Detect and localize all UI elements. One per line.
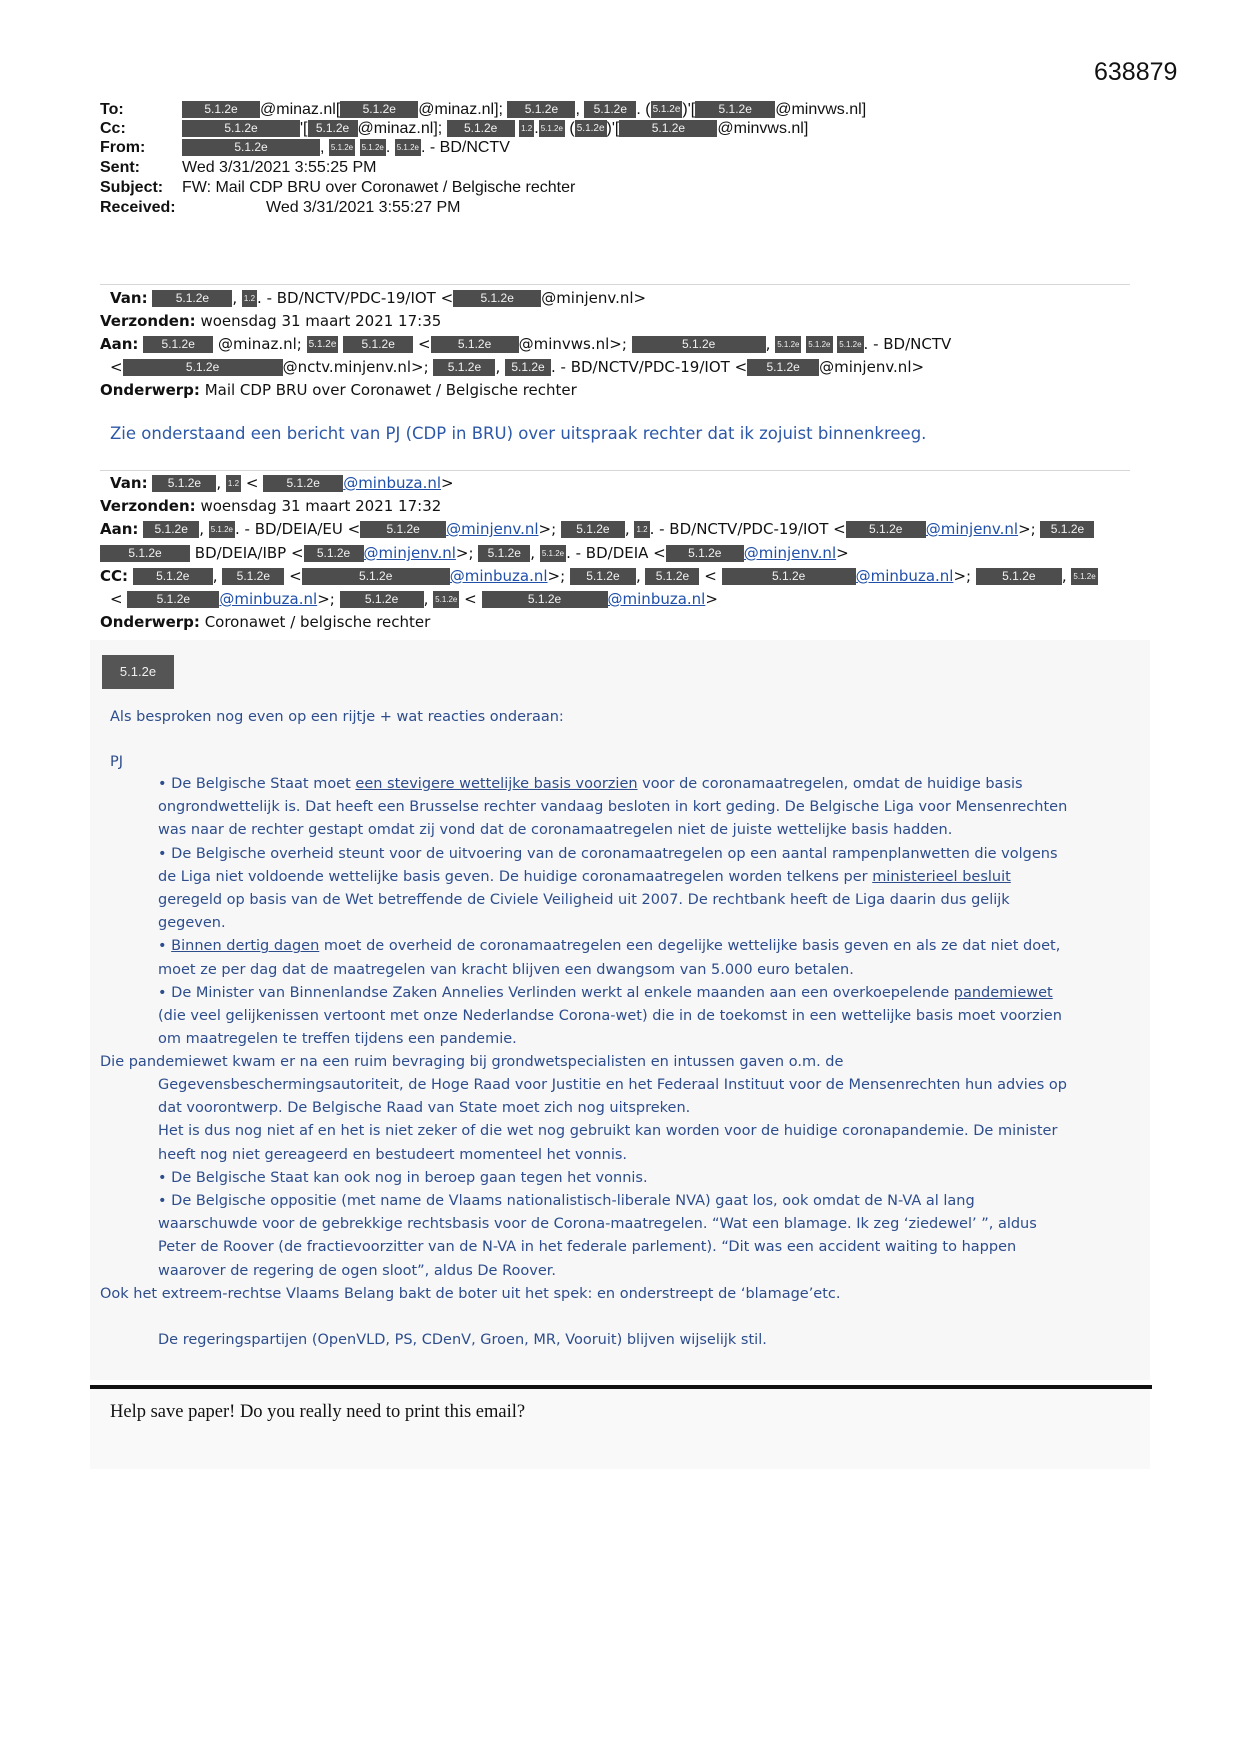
- redaction: 5.1.2e: [561, 521, 625, 538]
- email-link[interactable]: @minjenv.nl: [363, 544, 456, 562]
- redaction: 5.1.2e: [775, 336, 801, 353]
- redaction: 5.1.2e: [143, 336, 213, 353]
- redaction: 5.1.2e: [302, 568, 450, 585]
- aan-text: <: [418, 335, 431, 353]
- redaction: 5.1.2e: [182, 101, 260, 118]
- text-line: heeft nog niet gereageerd en bestudeert momenteel het vonnis.: [158, 1146, 628, 1163]
- to-text: @minvws.nl]: [775, 101, 867, 118]
- bullet-6: • De Belgische Staat kan ook nog in beroep gaan tegen het vonnis.: [158, 1169, 648, 1186]
- message-paragraphs-2: [158, 1074, 1148, 1283]
- bullet-2: • De Belgische overheid steunt voor de uitvoering van de coronamaatregelen op een aantal rampenplanwetten die volgens: [158, 845, 1058, 862]
- redaction: 5.1.2e: [695, 101, 775, 118]
- aan-label: Aan:: [100, 520, 139, 538]
- text-line: geregeld op basis van de Wet betreffende de Civiele Veiligheid uit 2007. De rechtbank heeft de Liga daarin dus gelijk: [158, 892, 1010, 909]
- redaction: 5.1.2e: [182, 139, 320, 156]
- van-label: Van:: [110, 474, 148, 492]
- footer-notice: Help save paper! Do you really need to print this email?: [110, 1402, 526, 1422]
- onderwerp-label: Onderwerp:: [100, 381, 200, 399]
- redaction: 5.1.2e: [539, 120, 565, 137]
- cc-text: <: [464, 590, 477, 608]
- email-link[interactable]: @minbuza.nl: [855, 567, 954, 585]
- received-value: Wed 3/31/2021 3:55:27 PM: [266, 199, 461, 216]
- redaction: 5.1.2e: [431, 336, 519, 353]
- redaction: 5.1.2e: [505, 359, 551, 376]
- redaction: 5.1.2e: [976, 568, 1062, 585]
- opening-line: Als besproken nog even op een rijtje + wat reacties onderaan:: [110, 709, 564, 725]
- aan-text: >;: [455, 544, 474, 562]
- forward-note: Zie onderstaand een bericht van PJ (CDP in BRU) over uitspraak rechter dat ik zojuist binnenkreeg.: [110, 424, 927, 443]
- msg2-cc-row: CC: 5.1.2e , 5.1.2e < 5.1.2e @minbuza.nl>; 5.1.2e , 5.1.2e < 5.1.2e @minbuza.nl>; 5.1.2e , 5.1.2e: [100, 567, 1096, 585]
- underlined-phrase: een stevigere wettelijke basis voorzien: [355, 776, 638, 792]
- redaction: 5.1.2e: [123, 359, 283, 376]
- msg2-onderwerp-row: [100, 613, 430, 631]
- van-text: >: [441, 474, 454, 492]
- cc-text: '[: [300, 120, 308, 137]
- aan-text: >;: [538, 520, 557, 538]
- aan-text: >: [836, 544, 849, 562]
- signature-initials: PJ: [110, 754, 124, 770]
- aan-text: . - BD/NCTV: [863, 335, 952, 353]
- redaction: 5.1.2e: [127, 591, 219, 608]
- aan-text: @minaz.nl;: [217, 335, 302, 353]
- aan-text: >;: [1018, 520, 1036, 538]
- aan-label: Aan:: [100, 335, 139, 353]
- text-line: Gegevensbeschermingsautoriteit, de Hoge Raad voor Justitie en het Federaal Instituut voor de Mensenrechten hun advies op: [158, 1077, 1067, 1093]
- msg2-cc-row-2: < 5.1.2e @minbuza.nl>; 5.1.2e , 5.1.2e < 5.1.2e @minbuza.nl>: [110, 590, 718, 608]
- redaction: 5.1.2e: [152, 290, 232, 307]
- redaction: 5.1.2e: [209, 521, 235, 538]
- header-from-row: From: 5.1.2e , 5.1.2e 5.1.2e . 5.1.2e . - BD/NCTV: [100, 139, 510, 156]
- text-line: Het is dus nog niet af en het is niet zeker of die wet nog gebruikt kan worden voor de huidige coronapandemie. De minister: [158, 1123, 1058, 1140]
- sent-label: Sent:: [100, 159, 140, 176]
- verzonden-label: Verzonden:: [100, 497, 196, 515]
- redaction: 1.2: [226, 475, 241, 492]
- email-link[interactable]: @minbuza.nl: [607, 590, 706, 608]
- paragraph-pandemiewet: Die pandemiewet kwam er na een ruim bevraging bij grondwetspecialisten en intussen gaven o.m. de: [100, 1054, 844, 1070]
- redaction: 5.1.2e: [182, 120, 300, 137]
- onderwerp-label: Onderwerp:: [100, 613, 200, 631]
- cc-text: <: [110, 590, 123, 608]
- verzonden-value: woensdag 31 maart 2021 17:35: [200, 312, 442, 330]
- text-line: was naar de rechter gestapt omdat zij vond dat de coronamaatregelen niet de juiste wettelijke basis hadden.: [158, 822, 953, 839]
- cc-text: >;: [953, 567, 972, 585]
- paragraph-vlaams-belang: Ook het extreem-rechtse Vlaams Belang bakt de boter uit het spek: en onderstreept de ‘blamage’etc.: [100, 1286, 841, 1302]
- aan-text: BD/DEIA/IBP <: [194, 544, 304, 562]
- sent-value: Wed 3/31/2021 3:55:25 PM: [182, 159, 377, 176]
- msg2-van-row: Van: 5.1.2e , 1.2 < 5.1.2e @minbuza.nl>: [110, 474, 454, 492]
- text-line: ongrondwettelijk is. Dat heeft een Brusselse rechter vandaag besloten in kort geding. De Belgische Liga voor Mensenrechten: [158, 799, 1068, 816]
- aan-text: . - BD/DEIA <: [566, 544, 666, 562]
- aan-text: @minvws.nl>;: [518, 335, 627, 353]
- onderwerp-value: Mail CDP BRU over Coronawet / Belgische rechter: [204, 381, 577, 399]
- cc-label: CC:: [100, 567, 129, 585]
- cc-text: >: [705, 590, 718, 608]
- redaction: 5.1.2e: [340, 101, 418, 118]
- message-paragraphs: [158, 773, 1148, 1051]
- document-number: 638879: [1094, 58, 1178, 86]
- to-text: .: [636, 101, 641, 118]
- van-text: <: [245, 474, 259, 492]
- redaction: 5.1.2e: [666, 545, 744, 562]
- redaction: 5.1.2e: [846, 521, 926, 538]
- paragraph-regeringspartijen: De regeringspartijen (OpenVLD, PS, CDenV, Groen, MR, Vooruit) blijven wijselijk stil.: [158, 1332, 767, 1348]
- separator: [100, 284, 1130, 285]
- bullet-4: • De Minister van Binnenlandse Zaken Annelies Verlinden werkt al enkele maanden aan een overkoepelende pandemiewet: [158, 984, 1053, 1001]
- redaction: 5.1.2e: [133, 568, 213, 585]
- text-line: (die veel gelijkenissen vertoont met onze Nederlandse Corona-wet) die in de toekomst in een wettelijke basis moet voorzien: [158, 1008, 1062, 1025]
- received-label: Received:: [100, 199, 176, 216]
- redaction: 5.1.2e: [478, 545, 530, 562]
- redaction: 5.1.2e: [747, 359, 819, 376]
- bullet-7: • De Belgische oppositie (met name de Vlaams nationalistisch-liberale NVA) gaat los, ook omdat de N-VA al lang: [158, 1193, 975, 1210]
- redaction: 1.2: [634, 521, 649, 538]
- cc-text: <: [289, 567, 302, 585]
- redaction: 5.1.2e: [143, 521, 199, 538]
- redaction: 5.1.2e: [447, 120, 515, 137]
- text-line: moet ze per dag dat de maatregelen van kracht blijven een dwangsom van 5.000 euro betalen.: [158, 961, 854, 978]
- cc-text: >;: [317, 590, 335, 608]
- redaction: 5.1.2e: [360, 139, 386, 156]
- cc-text: >;: [547, 567, 566, 585]
- onderwerp-value: Coronawet / belgische rechter: [204, 613, 431, 631]
- msg1-onderwerp-row: [100, 381, 577, 399]
- greeting-redaction: 5.1.2e: [102, 655, 174, 689]
- msg2-verzonden-row: [100, 497, 441, 515]
- header-received-row: [100, 199, 461, 217]
- redaction: 5.1.2e: [433, 591, 459, 608]
- redaction: 5.1.2e: [507, 101, 575, 118]
- redaction: 5.1.2e: [340, 591, 424, 608]
- text-line: waarschuwde voor de gebrekkige rechtsbasis voor de Corona-maatregelen. “Wat een blamage. Ik zeg ‘ziedewel’ ”, aldus: [158, 1216, 1037, 1233]
- redaction: 5.1.2e: [722, 568, 856, 585]
- van-text: . - BD/NCTV/PDC-19/IOT <: [257, 289, 454, 307]
- redaction: 5.1.2e: [308, 120, 358, 137]
- cc-text: @minvws.nl]: [717, 120, 809, 137]
- van-label: Van:: [110, 289, 148, 307]
- redaction: 1.2: [519, 120, 534, 137]
- separator: [100, 470, 1130, 471]
- bullet-3: • Binnen dertig dagen moet de overheid de coronamaatregelen een degelijke wettelijke basis geven en als ze dat niet doet,: [158, 938, 1061, 955]
- redaction: 5.1.2e: [651, 101, 683, 118]
- text-line: om maatregelen te treffen tijdens een pandemie.: [158, 1031, 517, 1048]
- redaction: 5.1.2e: [806, 336, 832, 353]
- redaction: 5.1.2e: [222, 568, 284, 585]
- to-text: @minaz.nl];: [418, 101, 503, 118]
- text-line: Peter de Roover (de fractievoorzitter van de N-VA in het federale parlement). “Dit was een accident waiting to happen: [158, 1239, 1017, 1256]
- verzonden-label: Verzonden:: [100, 312, 196, 330]
- underlined-phrase: ministerieel besluit: [872, 868, 1011, 885]
- msg1-aan-row-2: < 5.1.2e @nctv.minjenv.nl>; 5.1.2e , 5.1.2e . - BD/NCTV/PDC-19/IOT < 5.1.2e @minjenv.nl>: [110, 358, 925, 376]
- verzonden-value: woensdag 31 maart 2021 17:32: [200, 497, 442, 515]
- msg2-aan-row-2: 5.1.2e BD/DEIA/IBP < 5.1.2e @minjenv.nl>; 5.1.2e , 5.1.2e . - BD/DEIA < 5.1.2e @minjenv.nl>: [100, 544, 849, 562]
- email-link[interactable]: @minbuza.nl: [449, 567, 548, 585]
- redaction: 5.1.2e: [619, 120, 717, 137]
- email-link[interactable]: @minbuza.nl: [343, 474, 442, 492]
- redaction: 1.2: [242, 290, 257, 307]
- redaction: 5.1.2e: [632, 336, 766, 353]
- redaction: 5.1.2e: [329, 139, 355, 156]
- redaction: 5.1.2e: [1040, 521, 1094, 538]
- cc-text: @minaz.nl];: [357, 120, 443, 137]
- subject-value: FW: Mail CDP BRU over Coronawet / Belgische rechter: [182, 179, 576, 196]
- msg1-verzonden-row: [100, 312, 441, 330]
- text-line: waarover de regering de ogen sloot”, aldus De Roover.: [158, 1262, 556, 1279]
- text-line: de Liga niet voldoende wettelijke basis geven. De huidige coronamaatregelen worden telkens per ministerieel besluit: [158, 868, 1011, 885]
- text-line: gegeven.: [158, 915, 226, 932]
- aan-text: @minjenv.nl>: [819, 358, 925, 376]
- aan-text: @nctv.minjenv.nl>;: [282, 358, 429, 376]
- msg2-aan-row: Aan: 5.1.2e , 5.1.2e . - BD/DEIA/EU < 5.1.2e @minjenv.nl>; 5.1.2e , 1.2 . - BD/NCTV/PDC-19/IOT < 5.1.2e @minjenv.nl>; 5.1.2e: [100, 520, 1094, 538]
- cc-text: <: [704, 567, 717, 585]
- redaction: 5.1.2e: [837, 336, 863, 353]
- from-label: From:: [100, 139, 146, 156]
- to-text: )'[: [682, 101, 696, 118]
- redaction: 5.1.2e: [343, 336, 413, 353]
- email-link[interactable]: @minjenv.nl: [743, 544, 837, 562]
- footer-background: [90, 1389, 1150, 1469]
- aan-text: . - BD/DEIA/EU <: [235, 520, 361, 538]
- header-to-row: To: 5.1.2e @minaz.nl[ 5.1.2e @minaz.nl]; 5.1.2e , 5.1.2e . ( 5.1.2e )'[ 5.1.2e @minvws.nl]: [100, 101, 867, 118]
- redaction: 5.1.2e: [570, 568, 636, 585]
- email-link[interactable]: @minjenv.nl: [446, 520, 539, 538]
- redaction: 5.1.2e: [645, 568, 699, 585]
- cc-text: )'[: [606, 120, 620, 137]
- bullet-1: • De Belgische Staat moet een stevigere wettelijke basis voorzien voor de coronamaatregelen, omdat de huidige basis: [158, 776, 1023, 792]
- header-cc-row: Cc: 5.1.2e '[ 5.1.2e @minaz.nl]; 5.1.2e 1.2 . 5.1.2e ( 5.1.2e )'[ 5.1.2e @minvws.nl]: [100, 120, 809, 137]
- msg1-aan-row: Aan: 5.1.2e @minaz.nl; 5.1.2e 5.1.2e < 5.1.2e @minvws.nl>; 5.1.2e , 5.1.2e 5.1.2e 5.1.2e . - BD/NCTV: [100, 335, 952, 353]
- redaction: 5.1.2e: [304, 545, 364, 562]
- text-line: dat voorontwerp. De Belgische Raad van State moet zich nog uitspreken.: [158, 1100, 691, 1117]
- to-text: ,: [575, 101, 580, 118]
- email-link[interactable]: @minbuza.nl: [219, 590, 318, 608]
- redaction: 5.1.2e: [453, 290, 541, 307]
- redaction: 5.1.2e: [307, 336, 339, 353]
- van-domain: @minjenv.nl>: [541, 289, 647, 307]
- underlined-phrase: Binnen dertig dagen: [171, 938, 320, 955]
- email-link[interactable]: @minjenv.nl: [925, 520, 1019, 538]
- redaction: 5.1.2e: [482, 591, 608, 608]
- redaction: 5.1.2e: [360, 521, 446, 538]
- aan-text: <: [110, 358, 123, 376]
- cc-label: Cc:: [100, 120, 126, 137]
- underlined-phrase: pandemiewet: [953, 984, 1053, 1001]
- redaction: 5.1.2e: [584, 101, 636, 118]
- cc-text: .: [534, 120, 539, 137]
- redaction: 5.1.2e: [433, 359, 495, 376]
- from-text: . - BD/NCTV: [420, 139, 510, 156]
- redaction: 5.1.2e: [1071, 568, 1097, 585]
- subject-label: Subject:: [100, 179, 164, 196]
- redaction: 5.1.2e: [575, 120, 607, 137]
- to-text: @minaz.nl[: [260, 101, 341, 118]
- redaction: 5.1.2e: [100, 545, 190, 562]
- aan-text: . - BD/NCTV/PDC-19/IOT <: [551, 358, 748, 376]
- header-sent-row: [100, 159, 377, 177]
- redaction: 5.1.2e: [152, 475, 216, 492]
- redaction: 5.1.2e: [263, 475, 343, 492]
- aan-text: . - BD/NCTV/PDC-19/IOT <: [649, 520, 846, 538]
- msg1-van-row: Van: 5.1.2e , 1.2 . - BD/NCTV/PDC-19/IOT < 5.1.2e @minjenv.nl>: [110, 289, 647, 307]
- to-label: To:: [100, 101, 124, 118]
- redaction: 5.1.2e: [540, 545, 566, 562]
- header-subject-row: [100, 179, 575, 197]
- redaction: 5.1.2e: [395, 139, 421, 156]
